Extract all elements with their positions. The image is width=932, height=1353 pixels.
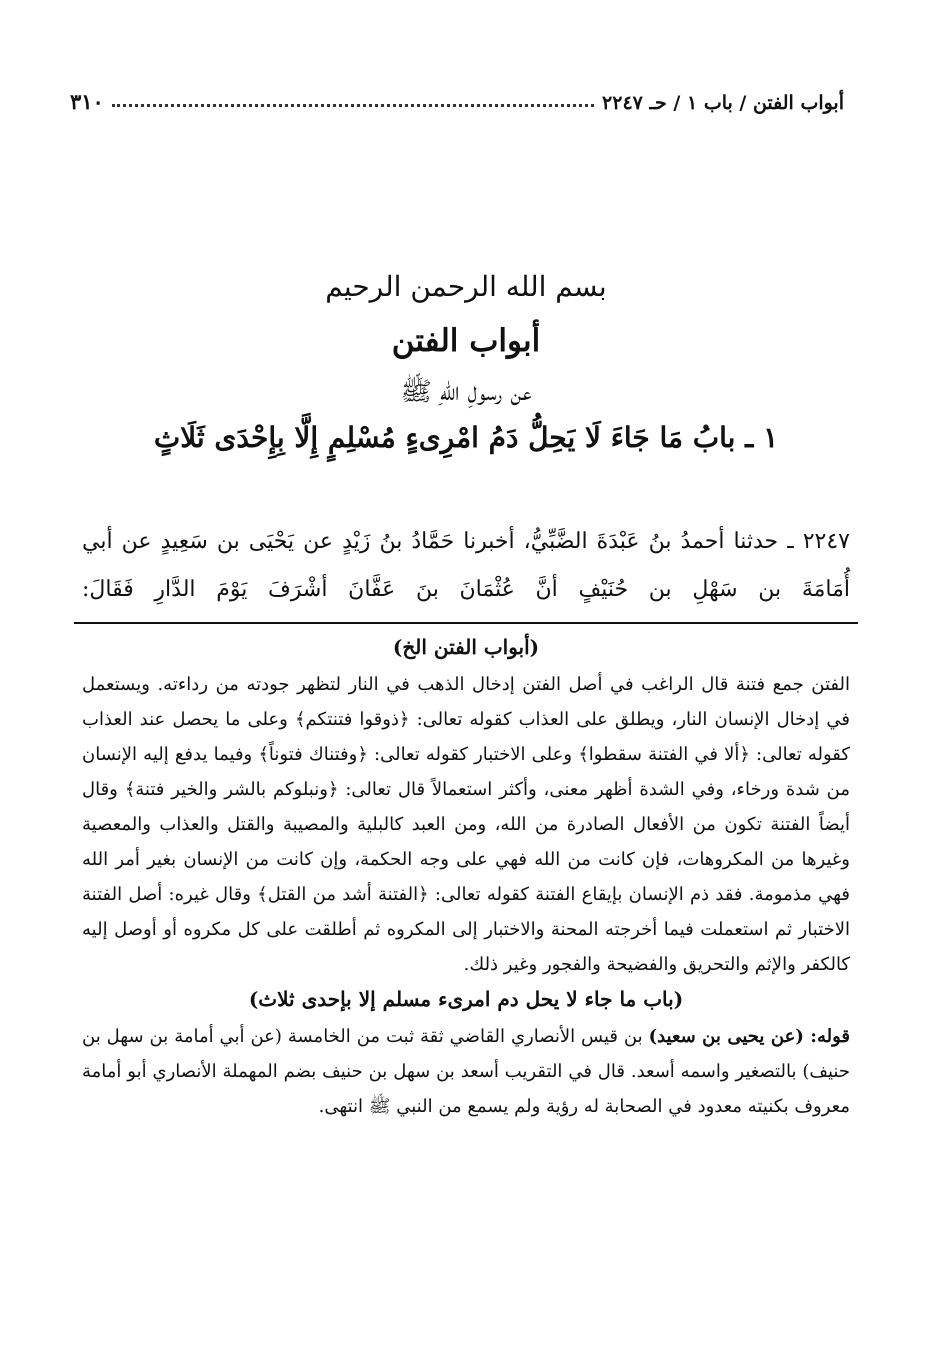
commentary-heading-2: (باب ما جاء لا يحل دم امرىء مسلم إلا بإحدى ثلاث)	[248, 987, 684, 1011]
running-title: أبواب الفتن / باب ١ / حـ ٢٢٤٧	[602, 92, 844, 114]
commentary-paragraph-2-body: بن قيس الأنصاري القاضي ثقة ثبت من الخامسة (عن أبي أمامة بن سهل بن حنيف) بالتصغير واسمه أسعد. قال في التقريب أسعد بن سهل بن حنيف بضم المهملة الأنصاري أبو أمامة معروف بكنيته معدود في الصحابة له رؤية ولم يسمع من النبي ﷺ انتهى.	[82, 1026, 850, 1117]
title-block	[70, 270, 862, 454]
page-number: ٣١٠	[70, 89, 104, 114]
basmala: بسم الله الرحمن الرحيم	[325, 270, 607, 303]
commentary-heading-1: (أبواب الفتن الخ)	[392, 635, 540, 659]
sub-heading: عن رسولِ اللهِ ﷺ	[400, 377, 532, 407]
leader-dots	[112, 104, 594, 107]
hadith-text	[82, 518, 850, 614]
running-header	[70, 84, 844, 114]
chapter-title: ١ ـ بابُ مَا جَاءَ لَا يَحِلُّ دَمُ امْرِىءٍ مُسْلِمٍ إِلَّا بِإِحْدَى ثَلَاثٍ	[153, 421, 779, 454]
commentary-paragraph-1: الفتن جمع فتنة قال الراغب في أصل الفتن إدخال الذهب في النار لتظهر جودته من رداءته. ويستعمل في إدخال الإنسان النار، ويطلق على العذاب كقوله تعالى: ﴿ذوقوا فتنتكم﴾ وعلى ما يحصل عند العذاب كقوله تعالى: ﴿ألا في الفتنة سقطوا﴾ وعلى الاختبار كقوله تعالى: ﴿وفتناك فتوناً﴾ وفيما يدفع إليه الإنسان من شدة ورخاء، وفي الشدة أظهر معنى، وأكثر استعمالاً قال تعالى: ﴿ونبلوكم بالشر والخير فتنة﴾ وقال أيضاً الفتنة تكون من الأفعال الصادرة من الله، ومن العبد كالبلية والمصيبة والقتل والعذاب والمعصية وغيرها من المكروهات، فإن كانت من الله فهي على وجه الحكمة، وإن كانت من الإنسان بغير أمر الله فهي مذمومة. فقد ذم الإنسان بإيقاع الفتنة كقوله تعالى: ﴿الفتنة أشد من القتل﴾ وقال غيره: أصل الفتنة الاختبار ثم استعملت فيما أخرجته المحنة والاختبار إلى المكروه ثم أطلقت على كل مكروه أو أوصل إليه كالكفر والإثم والتحريق والفضيحة والفجور وغير ذلك.	[82, 674, 850, 975]
commentary	[82, 630, 850, 1124]
footnote-divider	[74, 622, 858, 624]
hadith-paragraph: ٢٢٤٧ ـ حدثنا أحمدُ بنُ عَبْدَةَ الضَّبِّيُّ، أخبرنا حَمَّادُ بنُ زَيْدٍ عن يَحْيَى بن سَعِيدٍ عن أبي أُمَامَةَ بن سَهْلِ بن حُنَيْفٍ أنَّ عُثْمَانَ بنَ عَفَّانَ أشْرَفَ يَوْمَ الدَّارِ فَقَالَ:	[82, 529, 850, 602]
commentary-paragraph-2	[82, 1019, 850, 1124]
commentary-lead: قوله: (عن يحيى بن سعيد)	[648, 1026, 850, 1047]
main-heading: أبواب الفتن	[391, 323, 541, 359]
